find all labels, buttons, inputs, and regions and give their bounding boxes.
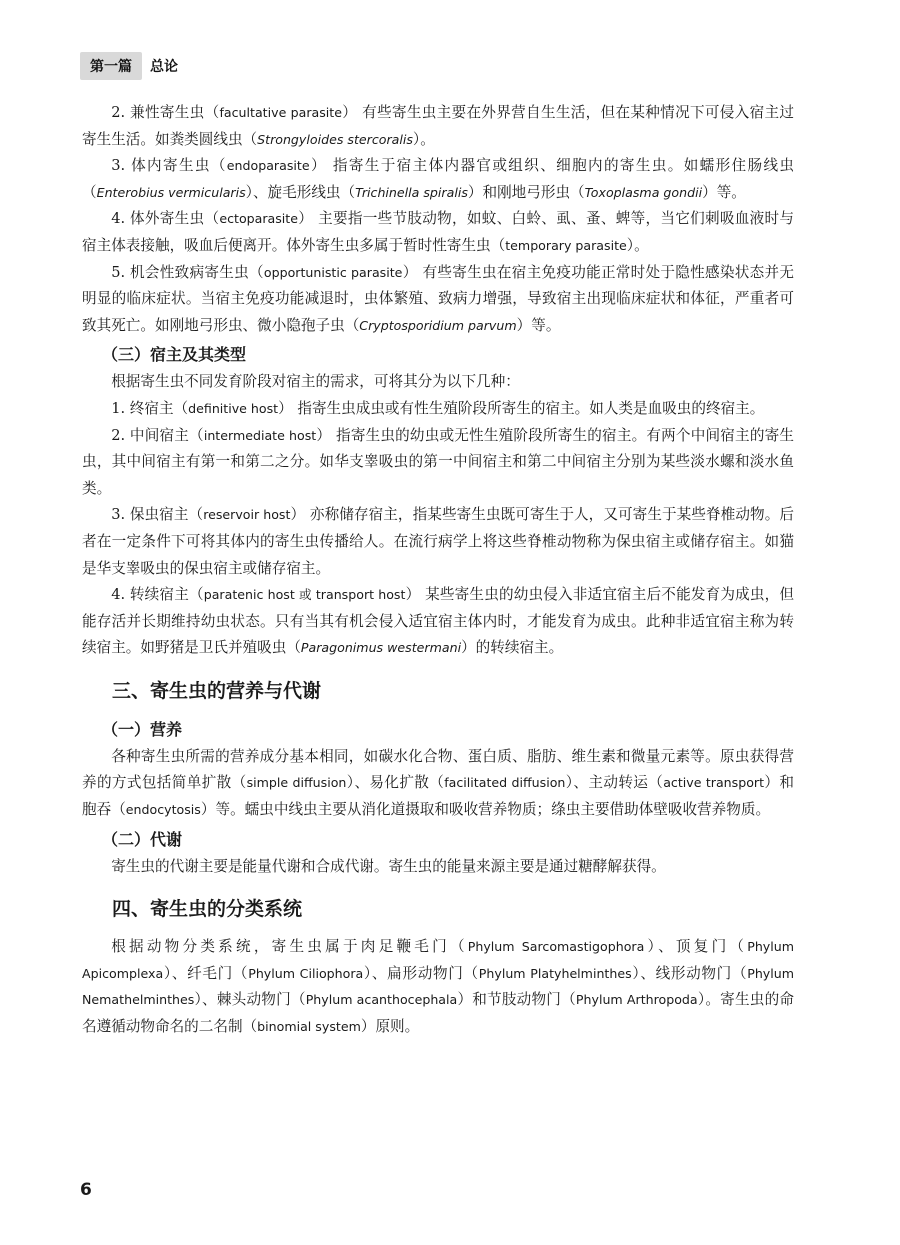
paragraph-definitive-host: 1. 终宿主（definitive host） 指寄生虫成虫或有性生殖阶段所寄生的宿主。如人类是血吸虫的终宿主。 [111, 399, 765, 417]
page-number: 6 [80, 1180, 92, 1200]
heading-nutrition: （一）营养 [102, 719, 183, 739]
paragraph-nutrition: 各种寄生虫所需的营养成分基本相同，如碳水化合物、蛋白质、脂肪、维生素和微量元素等。原虫获得营养的方式包括简单扩散（simple diffusion）、易化扩散（facilitated diffusion）、主动转运（active transport）和胞吞（endocytosis）等。蠕虫中线虫主要从消化道摄取和吸收营养物质；绦虫主要借助体壁吸收营养物质。 [82, 747, 794, 819]
heading-classification: 四、寄生虫的分类系统 [112, 898, 303, 921]
heading-metabolism: （二）代谢 [102, 829, 183, 849]
heading-host-types: （三）宿主及其类型 [102, 345, 247, 365]
paragraph-reservoir-host: 3. 保虫宿主（reservoir host） 亦称储存宿主，指某些寄生虫既可寄生于人，又可寄生于某些脊椎动物。后者在一定条件下可将其体内的寄生虫传播给人。在流行病学上将这些脊椎动物称为保虫宿主或储存宿主。如猫是华支睾吸虫的保虫宿主或储存宿主。 [82, 506, 794, 577]
paragraph-intermediate-host: 2. 中间宿主（intermediate host） 指寄生虫的幼虫或无性生殖阶段所寄生的宿主。有两个中间宿主的寄生虫，其中间宿主有第一和第二之分。如华支睾吸虫的第一中间宿主和第二中间宿主分别为某些淡水螺和淡水鱼类。 [82, 426, 794, 497]
paragraph-ectoparasite: 4. 体外寄生虫（ectoparasite） 主要指一些节肢动物，如蚊、白蛉、虱、蚤、蜱等，当它们刺吸血液时与宿主体表接触，吸血后便离开。体外寄生虫多属于暂时性寄生虫（temporary parasite）。 [82, 210, 794, 254]
paragraph-opportunistic-parasite: 5. 机会性致病寄生虫（opportunistic parasite） 有些寄生虫在宿主免疫功能正常时处于隐性感染状态并无明显的临床症状。当宿主免疫功能减退时，虫体繁殖、致病力增强，导致宿主出现临床症状和体征，严重者可致其死亡。如刚地弓形虫、微小隐孢子虫（Cryptosporidium parvum）等。 [82, 263, 794, 334]
page-body [82, 100, 794, 1041]
heading-nutrition-metabolism: 三、寄生虫的营养与代谢 [112, 679, 322, 702]
paragraph-paratenic-host: 4. 转续宿主（paratenic host 或 transport host） 某些寄生虫的幼虫侵入非适宜宿主后不能发育为成虫，但能存活并长期维持幼虫状态。只有当其有机会侵入适宜宿主体内时，才能发育为成虫。此种非适宜宿主称为转续宿主。如野猪是卫氏并殖吸虫（Paragonimus westermani）的转续宿主。 [82, 586, 794, 657]
part-title: 总论 [150, 59, 178, 75]
running-header [80, 52, 178, 80]
paragraph-facultative-parasite: 2. 兼性寄生虫（facultative parasite） 有些寄生虫主要在外界营自生生活，但在某种情况下可侵入宿主过寄生生活。如粪类圆线虫（Strongyloides stercoralis）。 [82, 104, 794, 148]
part-label: 第一篇 [80, 52, 142, 80]
paragraph-host-intro: 根据寄生虫不同发育阶段对宿主的需求，可将其分为以下几种： [111, 373, 520, 391]
paragraph-metabolism: 寄生虫的代谢主要是能量代谢和合成代谢。寄生虫的能量来源主要是通过糖酵解获得。 [111, 857, 666, 875]
paragraph-classification: 根据动物分类系统，寄生虫属于肉足鞭毛门（Phylum Sarcomastigophora）、顶复门（Phylum Apicomplexa）、纤毛门（Phylum Ciliophora）、扁形动物门（Phylum Platyhelminthes）、线形动物门（Phylum Nemathelminthes）、棘头动物门（Phylum acanthocephala）和节肢动物门（Phylum Arthropoda）。寄生虫的命名遵循动物命名的二名制（binomial system）原则。 [82, 938, 795, 1036]
paragraph-endoparasite: 3. 体内寄生虫（endoparasite） 指寄生于宿主体内器官或组织、细胞内的寄生虫。如蠕形住肠线虫（Enterobius vermicularis）、旋毛形线虫（Trichinella spiralis）和刚地弓形虫（Toxoplasma gondii）等。 [82, 157, 794, 201]
